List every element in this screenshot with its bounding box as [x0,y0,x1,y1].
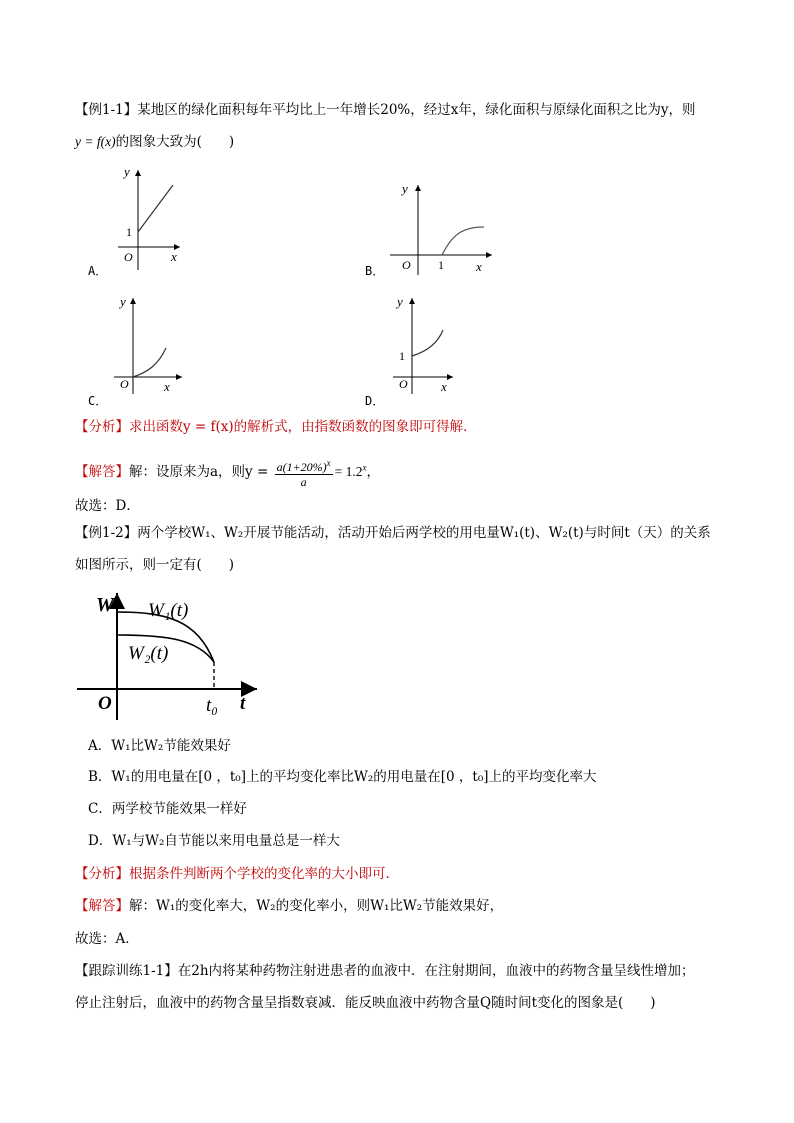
ex1-opt-c-label: C． [88,394,108,408]
ex1-opt-a-label: A． [88,264,108,278]
answer-denominator: a [300,475,307,489]
origin-label: O [98,693,112,714]
origin-label: O [124,250,133,264]
ex2-option-c: C．两学校节能效果一样好 [88,801,247,817]
y-label: y [120,294,126,309]
one-mark: 1 [438,258,444,272]
analysis-text: 根据条件判断两个学校的变化率的大小即可． [129,866,399,882]
curve [133,348,166,377]
ex2-tag: 【例1-2】 [75,525,138,541]
answer-num-exponent: x [326,458,331,468]
answer-tail: ， [366,464,381,480]
analysis-text: 求出函数y = f(x)的解析式，由指数函数的图象即可得解． [129,419,477,435]
x-label: x [441,379,447,394]
track-tag: 【跟踪训练1-1】 [75,963,178,979]
ex1-answer [75,456,380,489]
curve [138,185,173,232]
ex1-text-b: 的图象大致为( ) [115,134,235,150]
answer-numerator: a(1+20%) [276,460,327,474]
ex1-tag: 【例1-1】 [75,102,138,118]
w2-label: W₂(t) [128,643,169,664]
answer-rhs-exponent: x [362,462,367,473]
ex1-func: y = f(x) [75,134,116,149]
ex1-choice: 故选：D． [75,498,140,514]
ex1-text-a: 某地区的绿化面积每年平均比上一年增长20%，经过x年，绿化面积与原绿化面积之比为y，则 [137,102,696,118]
ex2-line2: 如图所示，则一定有( ) [75,557,235,573]
answer-rhs: = 1.2 [334,464,363,479]
ex1-analysis [75,418,477,436]
ex1-line2 [75,133,234,151]
ex2-graph [72,585,272,720]
x-label: x [164,379,170,394]
ex2-choice: 故选：A． [75,931,139,947]
ex2-answer [75,897,503,915]
w1-label: W₁(t) [148,600,189,621]
one-mark: 1 [399,349,405,363]
t0-label: t₀ [206,695,218,716]
analysis-tag: 【分析】 [75,419,129,435]
origin-label: O [399,377,408,391]
ex1-graph-d [385,290,485,400]
origin-label: O [402,258,411,272]
curve [442,227,484,255]
track-text-1: 在2h内将某种药物注射进患者的血液中．在注射期间，血液中的药物含量呈线性增加； [177,963,695,979]
w-label: W [96,594,114,616]
ex2-text-1: 两个学校W₁、W₂开展节能活动，活动开始后两学校的用电量W₁(t)、W₂(t)与时间t（天）的关系 [137,525,711,541]
y-label: y [402,181,408,196]
answer-tag: 【解答】 [75,464,129,480]
y-label: y [397,294,403,309]
curve [412,330,443,356]
origin-label: O [120,377,129,391]
answer-tag: 【解答】 [75,898,129,914]
ex2-option-b: B．W₁的用电量在[0 ，t₀]上的平均变化率比W₂的用电量在[0 ，t₀]上的平均变化率大 [88,769,597,785]
ex1-line1 [75,101,696,119]
answer-text: 解：W₁的变化率大，W₂的变化率小，则W₁比W₂节能效果好， [129,898,504,914]
ex2-option-d: D．W₁与W₂自节能以来用电量总是一样大 [88,833,340,849]
track-line2: 停止注射后，血液中的药物含量呈指数衰减．能反映血液中药物含量Q随时间t变化的图象是( ) [75,995,656,1011]
one-mark: 1 [126,225,132,239]
ex2-option-a: A．W₁比W₂节能效果好 [88,738,231,754]
x-label: x [171,249,177,264]
analysis-tag: 【分析】 [75,866,129,882]
y-label: y [124,164,130,179]
track-line1 [75,962,695,980]
t-label: t [240,693,246,714]
ex1-graph-c [100,290,200,400]
ex1-opt-d-label: D． [365,394,385,408]
ex1-opt-b-label: B． [365,264,385,278]
ex2-analysis [75,865,399,883]
x-label: x [476,259,482,274]
answer-fraction [275,456,333,489]
answer-prefix: 解：设原来为a，则y = [129,464,269,480]
ex1-graph-b [380,175,500,280]
ex2-line1 [75,524,711,542]
